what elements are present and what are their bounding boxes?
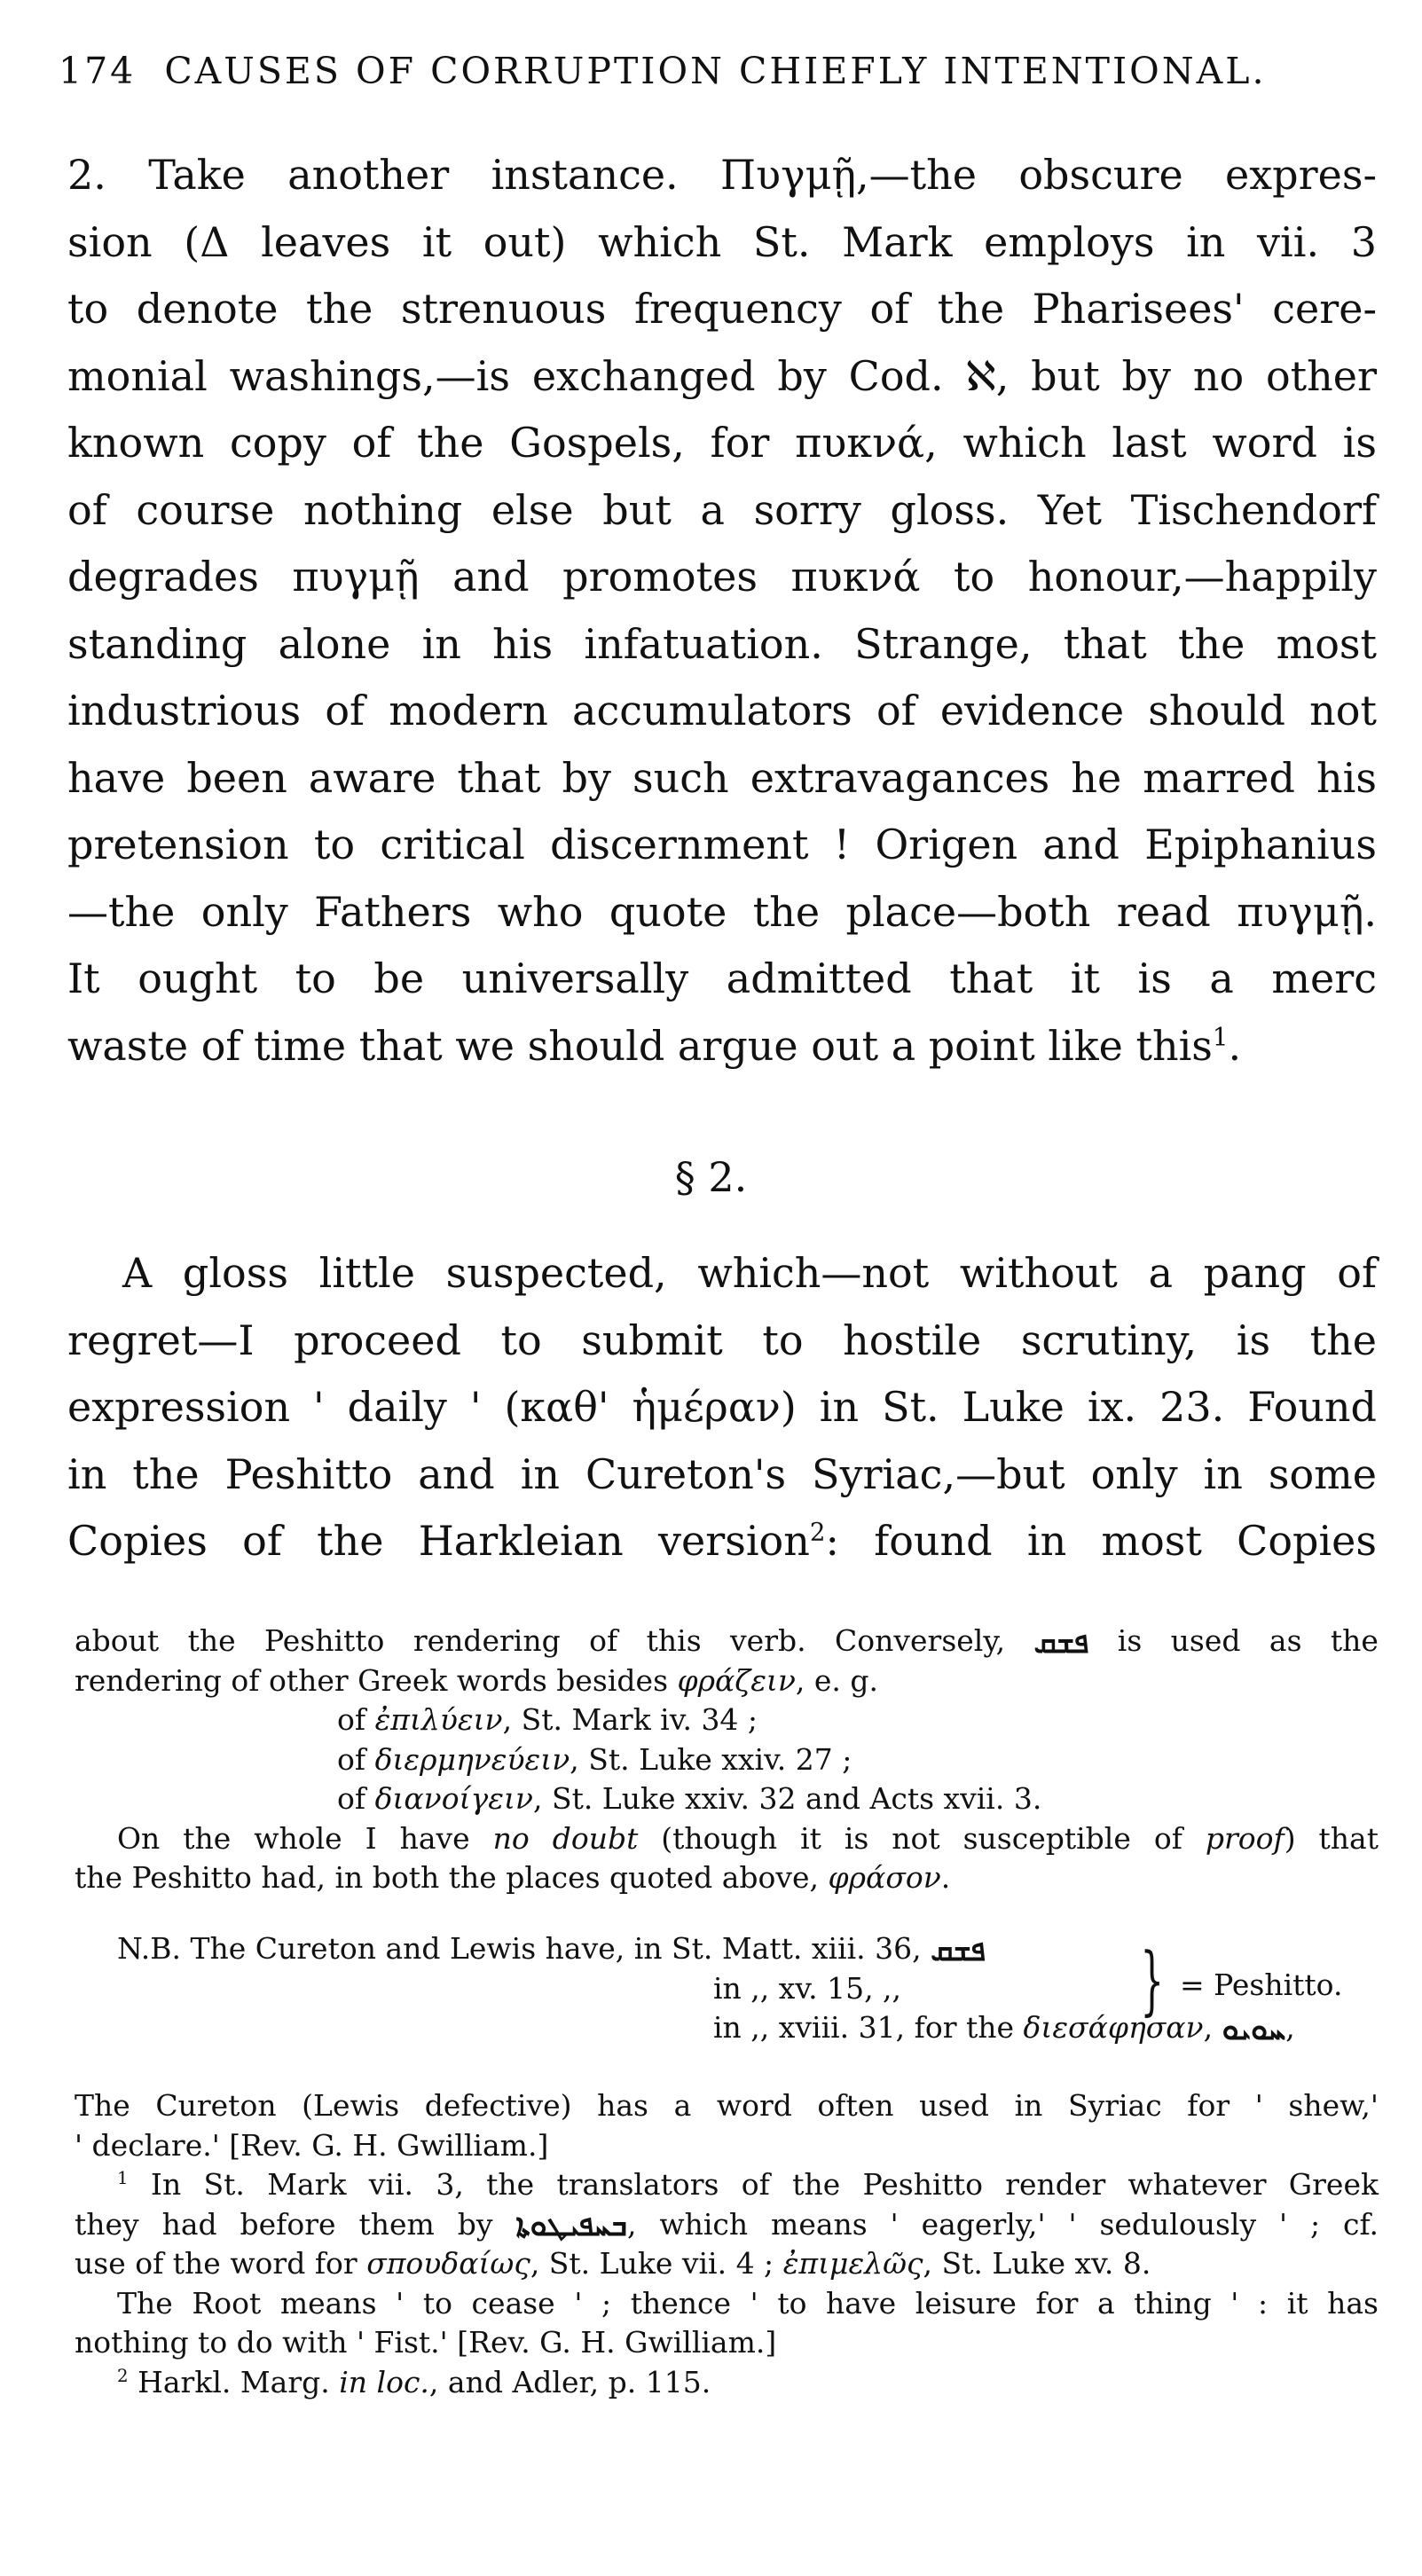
text-line: to denote the strenuous frequency of the Pharisees' cere- xyxy=(67,285,1377,333)
footnote-line: On the whole I have no doubt (though it is not susceptible of proof) that xyxy=(117,1820,1379,1856)
text-line: monial washings,—is exchanged by Cod. ℵ, but by no other xyxy=(67,351,1377,400)
footnote-line: The Cureton (Lewis defective) has a word often used in Syriac for ' shew,' xyxy=(75,2088,1379,2123)
text-line: of course nothing else but a sorry gloss. Yet Tischendorf xyxy=(67,485,1377,534)
brace-glyph: } xyxy=(1140,1936,1165,2023)
greek-word: σπουδαίως xyxy=(366,2246,530,2281)
text-line-content: waste of time that we should argue out a point like this xyxy=(67,1021,1213,1070)
footnote-line: use of the word for σπουδαίως, St. Luke vii. 4 ; ἐπιμελῶς, St. Luke xv. 8. xyxy=(75,2246,1151,2281)
paragraph-1 xyxy=(67,142,1377,1080)
footnotes xyxy=(75,2086,1379,2402)
running-header xyxy=(59,50,1371,92)
greek-word: διεσάφησαν xyxy=(1023,2010,1204,2045)
text-line-tail: : found in most Copies xyxy=(825,1517,1378,1565)
footnote-1: $^1$ In St. Mark vii. 3, the translators of the Peshitto render whatever Greek xyxy=(117,2167,1379,2202)
greek-word: διερμηνεύειν xyxy=(374,1741,570,1777)
nb-line: N.B. The Cureton and Lewis have, in St. Matt. xiii. 36, ܦܫܩ xyxy=(75,1929,1379,1969)
text-line: sion (Δ leaves it out) which St. Mark employs in vii. 3 xyxy=(67,217,1377,266)
nb-line: in ,, xviii. 31, for the διεσάφησαν, ܚܘܝܘ, xyxy=(75,2008,1379,2048)
footnote-ref-2: 2 xyxy=(809,1517,826,1547)
greek-word: διανοίγειν xyxy=(374,1781,533,1816)
text-line: standing alone in his infatuation. Strange, that the most xyxy=(67,619,1377,668)
syriac-word: ܦܫܩ xyxy=(931,1932,986,1968)
syriac-word: ܒܚܦܝܛܘܬܐ xyxy=(515,2208,627,2244)
footnote-line: rendering of other Greek words besides φράζειν, e. g. xyxy=(75,1662,879,1698)
text-line: have been aware that by such extravagances he marred his xyxy=(67,753,1377,802)
footnote-line: of διερμηνεύειν, St. Luke xxiv. 27 ; xyxy=(337,1741,852,1777)
text-line: known copy of the Gospels, for πυκνά, which last word is xyxy=(67,419,1377,467)
greek-word: ἐπιμελῶς xyxy=(782,2246,923,2281)
footnote-line: ' declare.' [Rev. G. H. Gwilliam.] xyxy=(75,2127,549,2163)
text-line: degrades πυγμῇ and promotes πυκνά to honour,—happily xyxy=(67,553,1377,601)
footnote-line: nothing to do with ' Fist.' [Rev. G. H. Gwilliam.] xyxy=(75,2325,777,2360)
greek-word: ἐπιλύειν xyxy=(374,1702,503,1737)
footnote-line: The Root means ' to cease ' ; thence ' to have leisure for a thing ' : it has xyxy=(117,2285,1379,2321)
footnote-line: they had before them by ܒܚܦܝܛܘܬܐ, which means ' eagerly,' ' sedulously ' ; cf. xyxy=(75,2205,1379,2245)
equals-peshitto: = Peshitto. xyxy=(1180,1967,1343,2002)
footnote-line: of διανοίγειν, St. Luke xxiv. 32 and Acts xvii. 3. xyxy=(337,1781,1042,1816)
text-line: industrious of modern accumulators of evidence should not xyxy=(67,687,1377,734)
page-number: 174 xyxy=(59,50,137,92)
footnote-2: $^2$ Harkl. Marg. in loc., and Adler, p. 115. xyxy=(117,2364,711,2399)
footnote-continuation xyxy=(75,1622,1379,1898)
text-line: It ought to be universally admitted that it is a merc xyxy=(67,954,1377,1002)
greek-word: φράζειν xyxy=(677,1662,796,1698)
text-line-content: Copies of the Harkleian version xyxy=(67,1517,810,1565)
syriac-word: ܦܫܩ xyxy=(1033,1624,1089,1661)
running-title: CAUSES OF CORRUPTION CHIEFLY INTENTIONAL. xyxy=(164,50,1267,92)
text-line: expression ' daily ' (καθ' ἡμέραν) in St. Luke ix. 23. Found xyxy=(67,1383,1377,1431)
footnote-ref-1: 1 xyxy=(1212,1022,1229,1052)
text-line: A gloss little suspected, which—not without a pang of xyxy=(122,1249,1377,1297)
nb-line: in ,, xv. 15, ,, xyxy=(713,1970,902,2006)
text-line: 2. Take another instance. Πυγμῇ,—the obscure expres- xyxy=(67,151,1377,199)
section-heading: § 2. xyxy=(674,1153,748,1201)
text-line: in the Peshitto and in Cureton's Syriac,—but only in some xyxy=(67,1449,1377,1498)
text-line: —the only Fathers who quote the place—both read πυγμῇ. xyxy=(67,887,1377,936)
syriac-word: ܚܘܝܘ xyxy=(1222,2011,1286,2047)
text-line: waste of time that we should argue out a point like this$^1$. xyxy=(67,1021,1242,1070)
paragraph-2 xyxy=(67,1240,1377,1575)
footnote-line: about the Peshitto rendering of this verb. Conversely, ܦܫܩ is used as the xyxy=(75,1622,1379,1661)
footnote-line: of ἐπιλύειν, St. Mark iv. 34 ; xyxy=(337,1702,758,1737)
text-line xyxy=(67,1508,1377,1575)
footnote-line: the Peshitto had, in both the places quoted above, φράσον. xyxy=(75,1860,951,1895)
text-line: regret—I proceed to submit to hostile scrutiny, is the xyxy=(67,1315,1377,1364)
text-line: pretension to critical discernment ! Origen and Epiphanius xyxy=(67,821,1377,868)
greek-word: φράσον xyxy=(828,1860,941,1895)
